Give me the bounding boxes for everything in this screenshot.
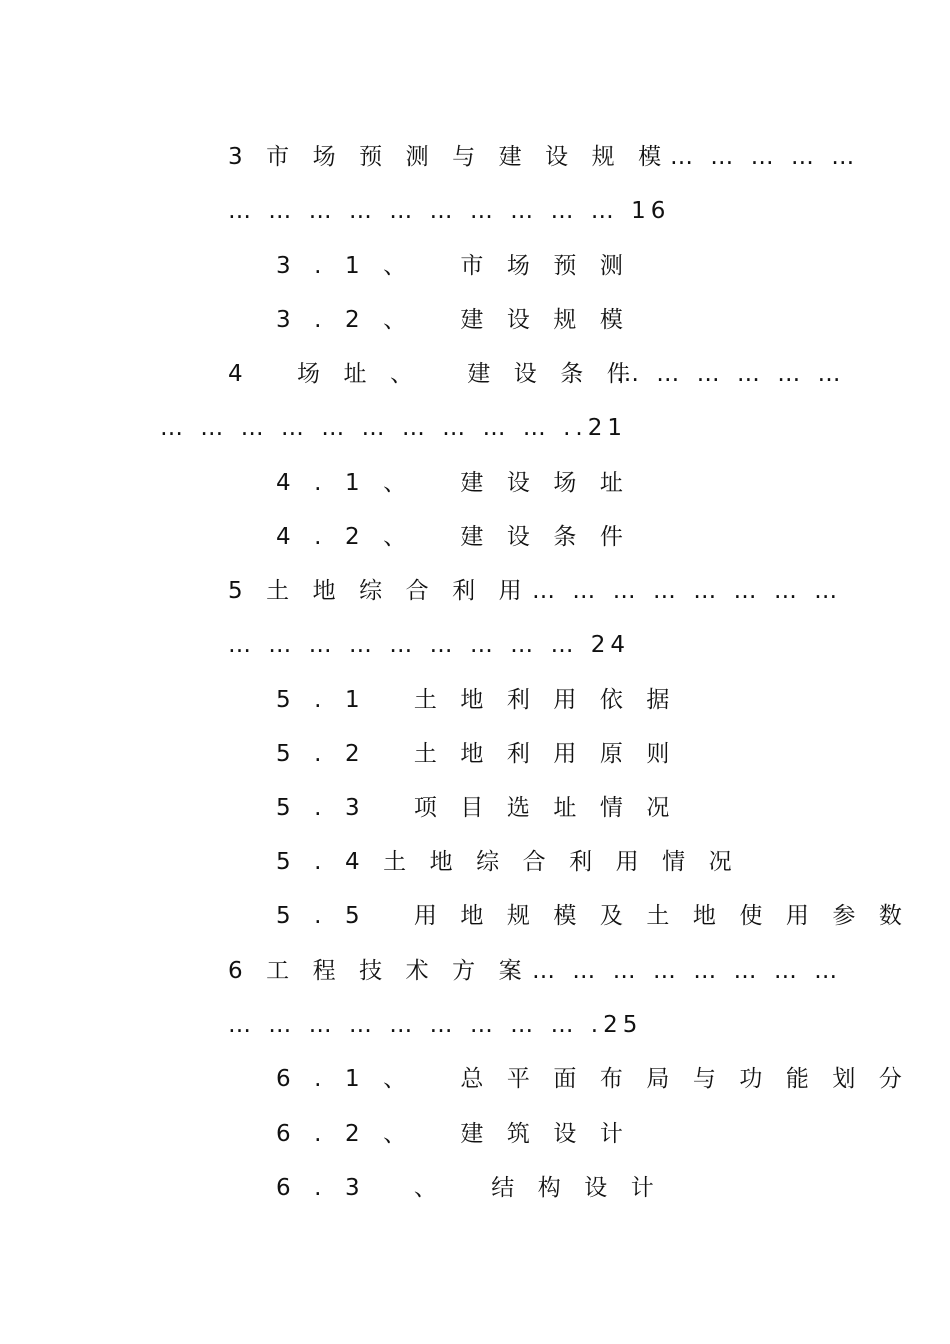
toc-subentry-6-2[interactable]: 6.2、 建筑设计 <box>276 1121 647 1147</box>
toc-subentry-5-4[interactable]: 5.4土地综合利用情况 <box>276 849 756 875</box>
toc-entry-6-title[interactable]: 6工程技术方案 <box>228 958 546 984</box>
toc-entry-4-page-line[interactable]: … … … … … … … … … … ..21 <box>160 415 627 441</box>
toc-subentry-5-3[interactable]: 5.3 项目选址情况 <box>276 795 693 821</box>
toc-subentry-3-2[interactable]: 3.2、 建设规模 <box>276 307 647 333</box>
toc-entry-4-title[interactable]: 4 场址、 建设条件 <box>228 361 654 387</box>
toc-entry-3-leader: … … … … … <box>670 144 860 170</box>
toc-entry-5-title[interactable]: 5土地综合利用 <box>228 578 546 604</box>
toc-entry-6-leader: … … … … … … … … <box>532 958 843 984</box>
toc-entry-5-leader: … … … … … … … … <box>532 578 843 604</box>
toc-entry-6-page-line[interactable]: … … … … … … … … … .25 <box>228 1012 643 1038</box>
toc-subentry-5-2[interactable]: 5.2 土地利用原则 <box>276 741 693 767</box>
toc-subentry-3-1[interactable]: 3.1、 市场预测 <box>276 253 647 279</box>
toc-subentry-4-1[interactable]: 4.1、 建设场址 <box>276 470 647 496</box>
toc-entry-3-title[interactable]: 3市场预测与建设规模 <box>228 144 685 170</box>
toc-entry-3-page-line[interactable]: … … … … … … … … … … 16 <box>228 198 671 224</box>
toc-subentry-5-1[interactable]: 5.1 土地利用依据 <box>276 687 693 713</box>
toc-entry-5-page-line[interactable]: … … … … … … … … … 24 <box>228 632 631 658</box>
toc-subentry-4-2[interactable]: 4.2、 建设条件 <box>276 524 647 550</box>
toc-subentry-6-1[interactable]: 6.1、 总平面布局与功能划分 <box>276 1066 926 1092</box>
toc-subentry-5-5[interactable]: 5.5 用地规模及土地使用参数 <box>276 903 926 929</box>
toc-entry-4-leader: … … … … … … <box>616 361 846 387</box>
toc-subentry-6-3[interactable]: 6.3 、 结构设计 <box>276 1175 678 1201</box>
